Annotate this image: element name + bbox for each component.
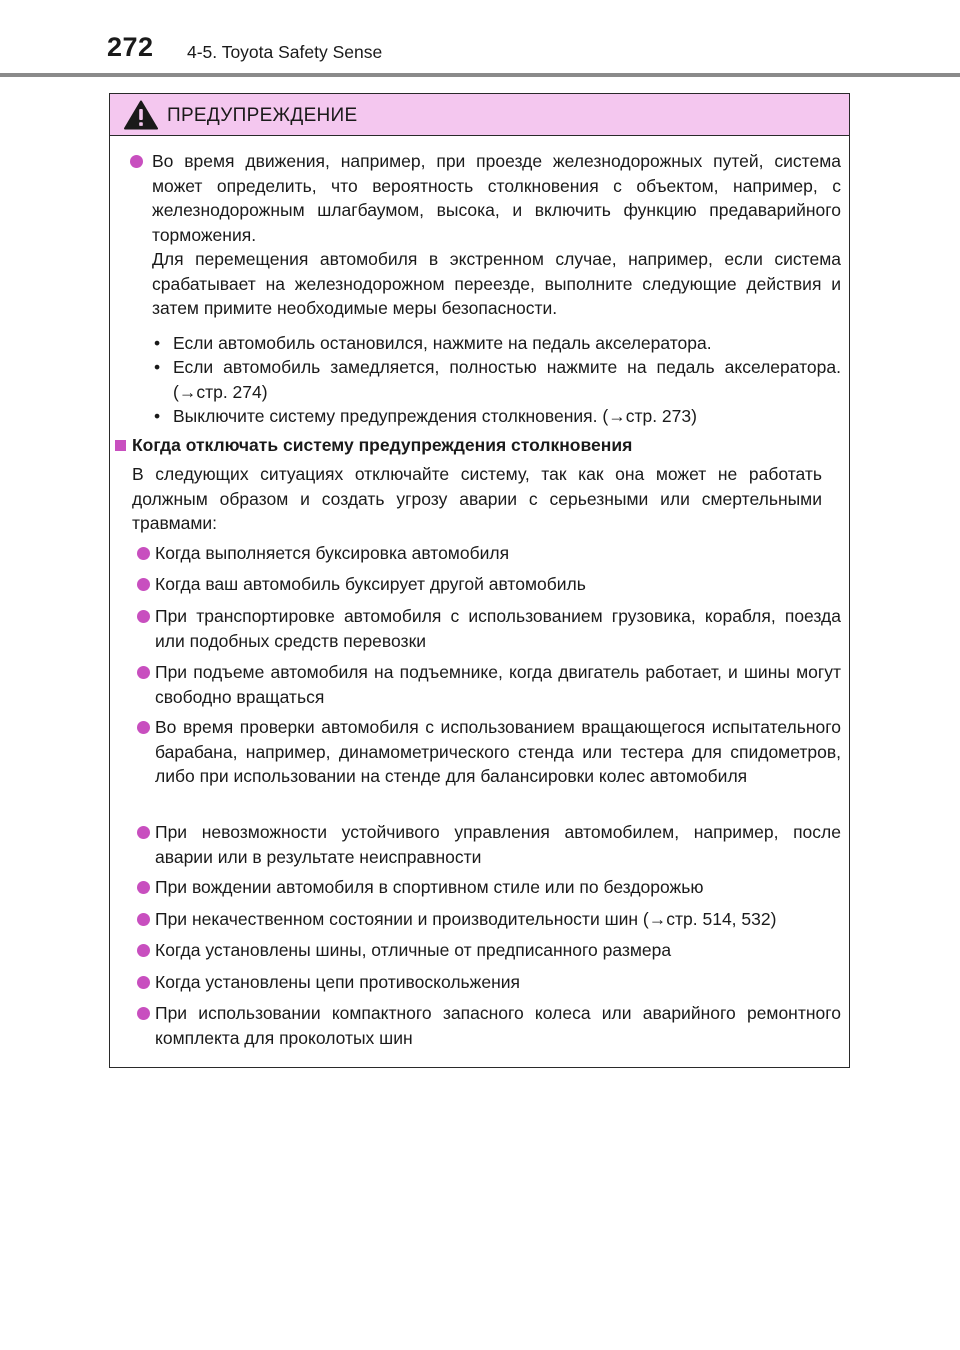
header-divider	[0, 73, 960, 77]
list-item: Во время проверки автомобиля с использованием вращающегося испытательного барабана, например, динамометрического стенда или тестера для спидометров, либо при использовании на стенде для балансировки колес автомобиля	[155, 717, 841, 786]
sub-bullet-marker: •	[154, 406, 161, 426]
bullet-icon	[137, 721, 150, 734]
page-header	[0, 0, 960, 80]
list-item: При невозможности устойчивого управления автомобилем, например, после аварии или в результате неисправности	[155, 822, 841, 867]
list-item: Когда выполняется буксировка автомобиля	[155, 543, 510, 563]
bullet-icon	[137, 547, 150, 560]
bullet-icon	[137, 610, 150, 623]
bullet-icon	[137, 913, 150, 926]
warning-triangle-icon	[124, 100, 158, 130]
intro-text: В следующих ситуациях отключайте систему, так как она может не работать должным образом и создать угрозу аварии с серьезными или смертельными травмами:	[132, 464, 822, 533]
bullet-icon	[137, 881, 150, 894]
list-item: При использовании компактного запасного колеса или аварийного ремонтного комплекта для проколотых шин	[155, 1003, 841, 1048]
sub-bullet: Выключите систему предупреждения столкновения. (→стр. 273)	[173, 406, 697, 426]
bullet-icon	[137, 826, 150, 839]
bullet-icon	[137, 666, 150, 679]
subheading: Когда отключать систему предупреждения столкновения	[132, 435, 633, 455]
bullet-icon	[137, 976, 150, 989]
bullet-icon	[137, 578, 150, 591]
list-item: При подъеме автомобиля на подъемнике, когда двигатель работает, и шины могут свободно вращаться	[155, 662, 841, 707]
bullet-icon	[130, 155, 143, 168]
sub-bullet: Если автомобиль замедляется, полностью нажмите на педаль акселератора. (→стр. 274)	[173, 357, 841, 402]
sub-bullet-marker: •	[154, 333, 161, 353]
page-number: 272	[107, 32, 154, 62]
warning-title: ПРЕДУПРЕЖДЕНИЕ	[167, 105, 358, 126]
list-item: Когда установлены цепи противоскольжения	[155, 972, 521, 992]
bullet-icon	[137, 1007, 150, 1020]
list-item: При транспортировке автомобиля с использованием грузовика, корабля, поезда или подобных средств перевозки	[155, 606, 841, 651]
section-title: 4-5. Toyota Safety Sense	[187, 42, 383, 62]
sub-bullet-marker: •	[154, 357, 161, 377]
bullet-icon	[137, 944, 150, 957]
sub-bullet: Если автомобиль остановился, нажмите на педаль акселератора.	[173, 333, 712, 353]
list-item: При некачественном состоянии и производительности шин (→стр. 514, 532)	[155, 909, 777, 929]
list-item: При вождении автомобиля в спортивном стиле или по бездорожью	[155, 877, 704, 897]
subheading-square-icon	[115, 440, 126, 451]
warning-header	[110, 94, 849, 136]
list-item: Когда ваш автомобиль буксирует другой автомобиль	[155, 574, 586, 594]
first-item-text-2: Для перемещения автомобиля в экстренном случае, например, если система срабатывает на железнодорожном переезде, выполните следующие действия и затем примите необходимые меры безопасности.	[152, 249, 841, 318]
first-item-text: Во время движения, например, при проезде железнодорожных путей, система может определить, что вероятность столкновения с объектом, например, с железнодорожным шлагбаумом, высока, и включить функцию предаварийного торможения.	[152, 151, 841, 245]
list-item: Когда установлены шины, отличные от предписанного размера	[155, 940, 672, 960]
